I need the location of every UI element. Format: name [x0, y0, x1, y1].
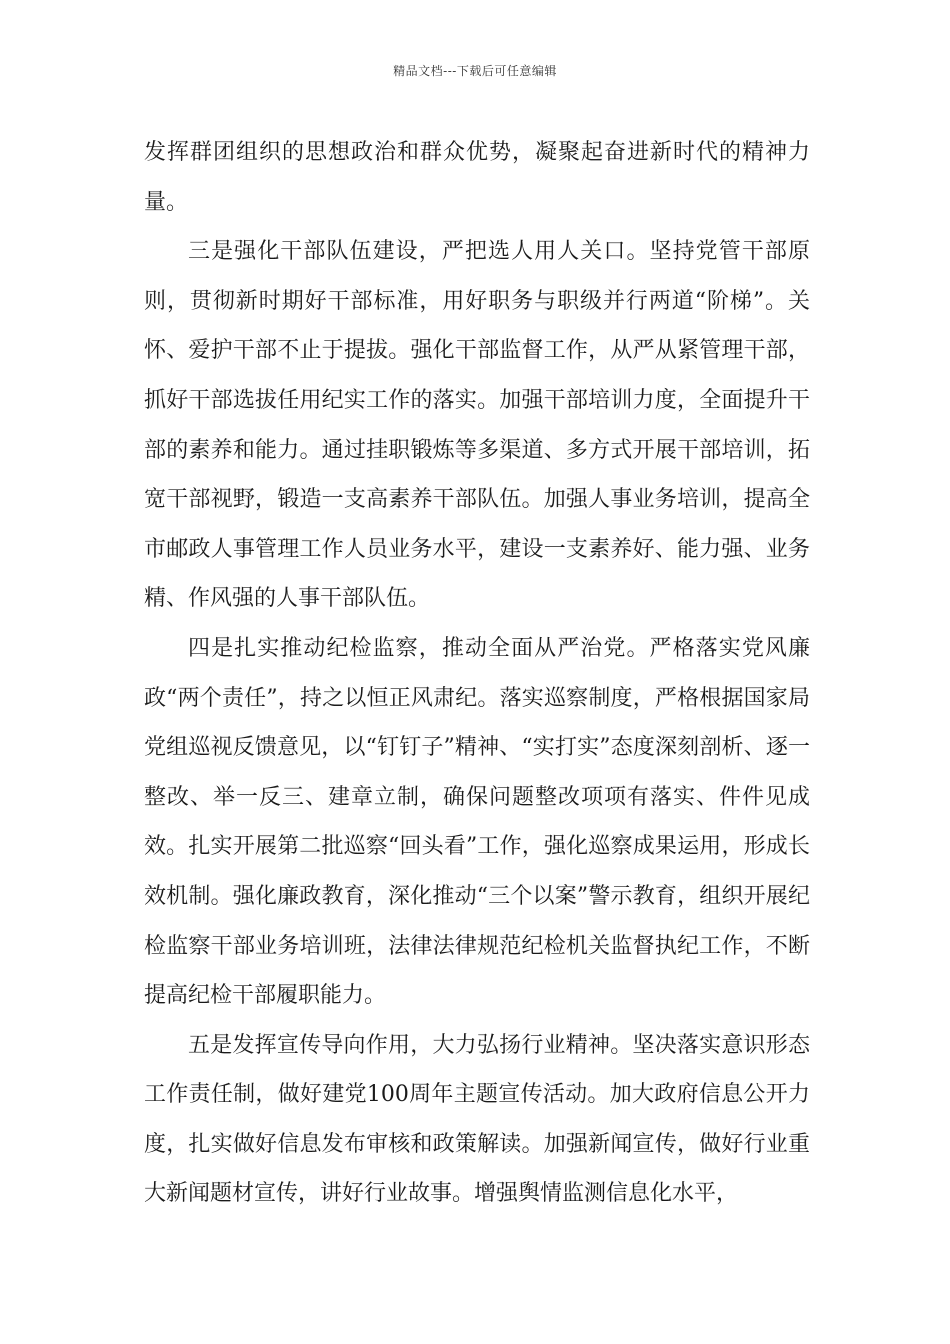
- paragraph-1: 发挥群团组织的思想政治和群众优势，凝聚起奋进新时代的精神力量。: [144, 140, 810, 215]
- document-body: [144, 128, 810, 1219]
- paragraph-3: 四是扎实推动纪检监察，推动全面从严治党。严格落实党风廉政“两个责任”，持之以恒正风肃纪。落实巡察制度，严格根据国家局党组巡视反馈意见，以“钉钉子”精神、“实打实”态度深刻剖析、逐一整改、举一反三、建章立制，确保问题整改项项有落实、件件见成效。扎实开展第二批巡察“回头看”工作，强化巡察成果运用，形成长效机制。强化廉政教育，深化推动“三个以案”警示教育，组织开展纪检监察干部业务培训班，法律法律规范纪检机关监督执纪工作，不断提高纪检干部履职能力。: [144, 635, 810, 1009]
- paragraph-4: 五是发挥宣传导向作用，大力弘扬行业精神。坚决落实意识形态工作责任制，做好建党100周年主题宣传活动。加大政府信息公开力度，扎实做好信息发布审核和政策解读。加强新闻宣传，做好行业重大新闻题材宣传，讲好行业故事。增强舆情监测信息化水平，: [144, 1032, 810, 1207]
- page-header: 精品文档---下载后可任意编辑: [393, 64, 557, 78]
- paragraph-2: 三是强化干部队伍建设，严把选人用人关口。坚持党管干部原则，贯彻新时期好干部标准，用好职务与职级并行两道“阶梯”。关怀、爱护干部不止于提拔。强化干部监督工作，从严从紧管理干部，抓好干部选拔任用纪实工作的落实。加强干部培训力度，全面提升干部的素养和能力。通过挂职锻炼等多渠道、多方式开展干部培训，拓宽干部视野，锻造一支高素养干部队伍。加强人事业务培训，提高全市邮政人事管理工作人员业务水平，建设一支素养好、能力强、业务精、作风强的人事干部队伍。: [144, 239, 810, 612]
